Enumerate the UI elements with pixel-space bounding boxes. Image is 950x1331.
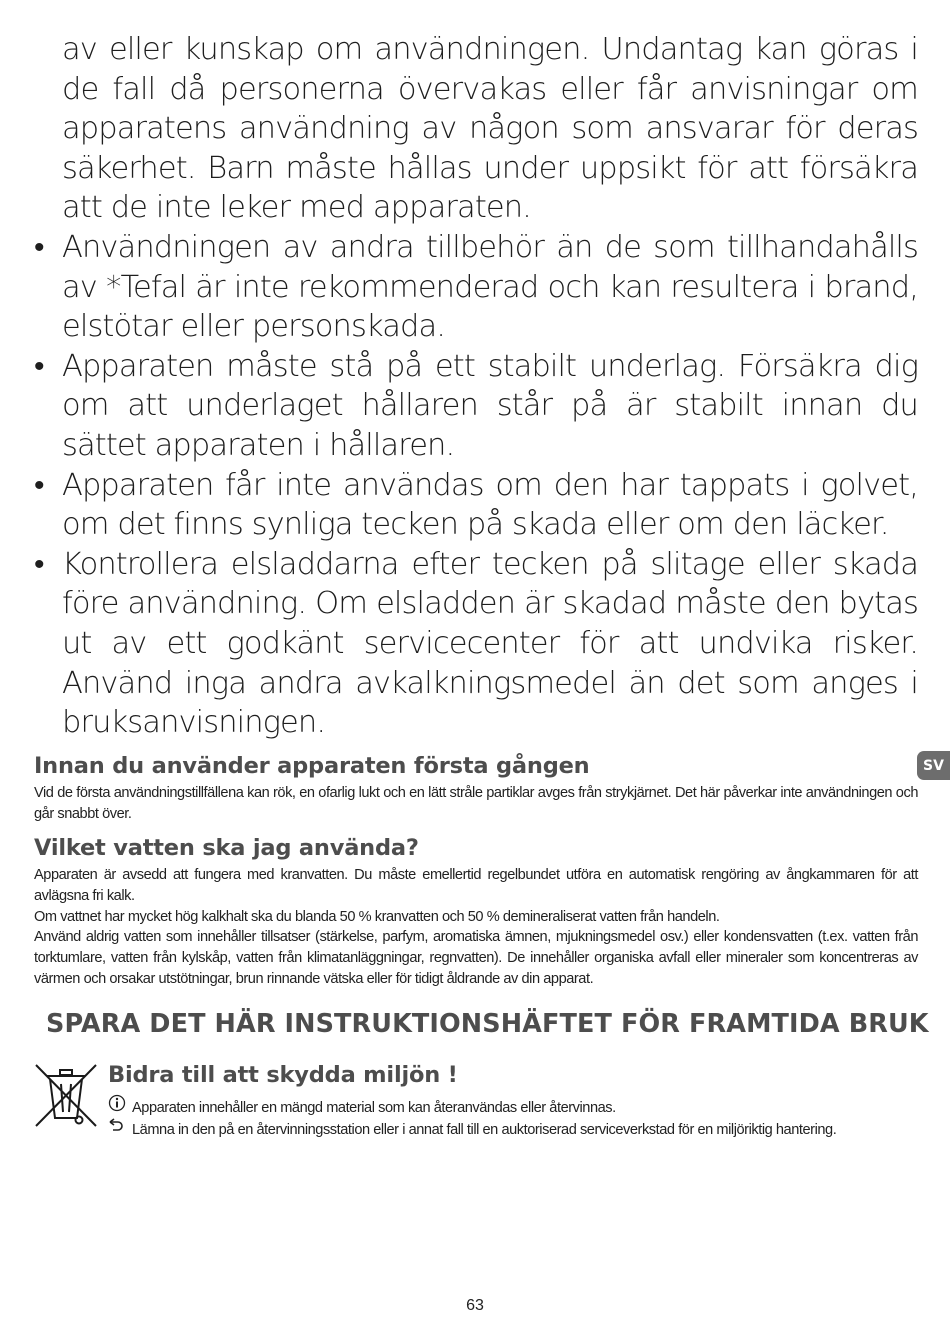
language-tab: SV bbox=[917, 751, 950, 780]
water-text bbox=[34, 865, 918, 990]
environment-heading: Bidra till att skydda miljön ! bbox=[108, 1062, 458, 1088]
first-use-paragraph: Vid de första användningstillfällena kan rök, en ofarlig lukt och en lätt stråle partiklar avges från strykjärnet. Det här påverkar inte användningen och går snabbt över. bbox=[34, 785, 918, 822]
safety-bullet-cords: • Kontrollera elsladdarna efter tecken på slitage eller skada före användning. Om elsladden är skadad måste den bytas ut av ett godkänt servicecenter för att undvika risker. Använd inga andra avkalkningsmedel än det som anges i bruksanvisningen. bbox=[34, 545, 918, 743]
water-heading: Vilket vatten ska jag använda? bbox=[34, 835, 419, 861]
first-use-text bbox=[34, 783, 918, 825]
safety-instructions bbox=[34, 30, 918, 743]
water-paragraph-1: Apparaten är avsedd att fungera med kranvatten. Du måste emellertid regelbundet utföra en automatisk rengöring av ångkammaren för att avlägsna fri kalk. bbox=[34, 867, 918, 904]
arrow-icon bbox=[108, 1118, 132, 1138]
info-icon bbox=[108, 1094, 132, 1116]
water-paragraph-3: Använd aldrig vatten som innehåller tillsatser (stärkelse, parfym, aromatiska ämnen, mjukningsmedel osv.) eller kondensvatten (t.ex. vatten från torktumlare, vatten från kylskåp, vatten från klimatanläggningar, regnvatten). De innehåller organiska avfall eller mineraler som koncentreras av värmen och orsakar utstötningar, brun rinnande vätska eller för tidigt åldrande av din apparat. bbox=[34, 929, 918, 987]
save-instructions-notice: SPARA DET HÄR INSTRUKTIONSHÄFTET FÖR FRAMTIDA BRUK bbox=[46, 1009, 929, 1039]
crossed-out-wheelie-bin-icon bbox=[34, 1062, 98, 1130]
safety-bullet-dropped: • Apparaten får inte användas om den har tappats i golvet, om det finns synliga tecken på skada eller om den läcker. bbox=[34, 466, 918, 545]
environment-action-item bbox=[108, 1118, 836, 1138]
first-use-heading: Innan du använder apparaten första gången bbox=[34, 753, 590, 779]
water-paragraph-2: Om vattnet har mycket hög kalkhalt ska du blanda 50 % kranvatten och 50 % demineraliserat vatten från handeln. bbox=[34, 908, 720, 925]
safety-continued-text: av eller kunskap om användningen. Undantag kan göras i de fall då personerna övervakas eller får anvisningar om apparatens användning av någon som ansvarar för deras säkerhet. Barn måste hållas under uppsikt för att försäkra att de inte leker med apparaten. bbox=[62, 32, 918, 226]
environment-action-text: Lämna in den på en återvinningsstation eller i annat fall till en auktoriserad serviceverkstad för en miljöriktig hantering. bbox=[132, 1122, 837, 1138]
safety-bullet-accessories: • Användningen av andra tillbehör än de som tillhandahålls av *Tefal är inte rekommenderad och kan resultera i brand, elstötar eller personskada. bbox=[34, 228, 918, 347]
environment-info-text: Apparaten innehåller en mängd material som kan återanvändas eller återvinnas. bbox=[132, 1100, 616, 1116]
environment-info-item bbox=[108, 1094, 616, 1116]
safety-bullet-stable-surface: • Apparaten måste stå på ett stabilt underlag. Försäkra dig om att underlaget hållaren står på är stabilt innan du sättet apparaten i hållaren. bbox=[34, 347, 918, 466]
page-number: 63 bbox=[466, 1297, 484, 1314]
